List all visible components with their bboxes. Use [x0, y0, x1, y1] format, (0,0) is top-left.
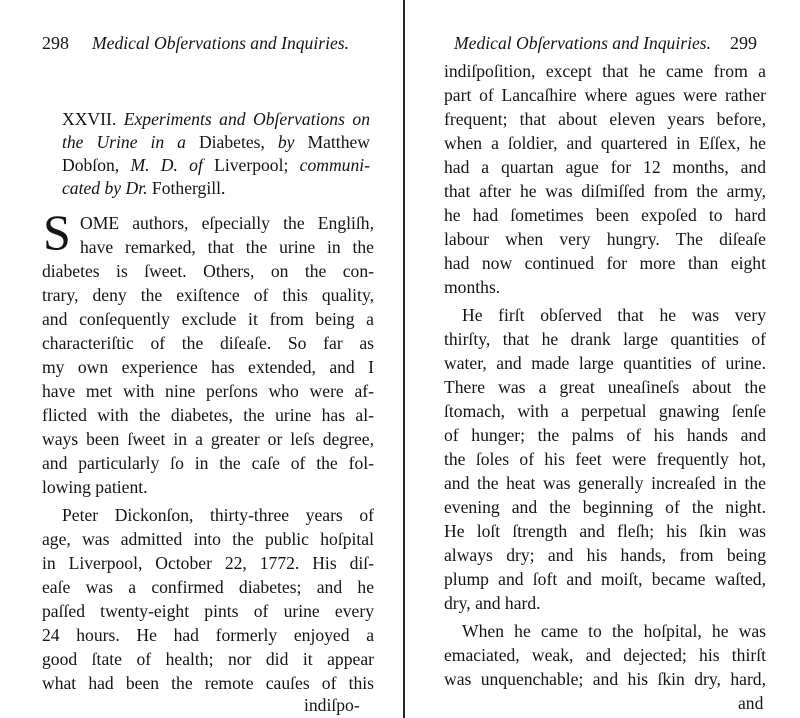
- text-line: thirſty, that he drank large quantities of: [444, 329, 766, 349]
- page-number: 298: [42, 33, 69, 53]
- text-line: eaſe was a confirmed diabetes; and he: [42, 577, 374, 597]
- text-line: characteriſtic of the diſeaſe. So far as: [42, 333, 374, 353]
- text-line: He firſt obſerved that he was very: [462, 305, 766, 325]
- text-line: months.: [444, 277, 501, 297]
- text-line: flicted with the diabetes, the urine has al-: [42, 405, 374, 425]
- catchword: indiſpo-: [304, 695, 360, 715]
- text-line: paſſed twenty-eight pints of urine every: [42, 601, 374, 621]
- text-line: had now continued for more than eight: [444, 253, 766, 273]
- right-page: [406, 0, 800, 718]
- text-line: and the heat was generally increaſed in the: [444, 473, 766, 493]
- text-line: the ſoles of his feet were frequently hot,: [444, 449, 766, 469]
- text-line: Peter Dickonſon, thirty-three years of: [62, 505, 374, 525]
- text-line: my own experience has extended, and I: [42, 357, 374, 377]
- text-line: There was a great uneaſineſs about the: [444, 377, 766, 397]
- text-line: of hunger; the palms of his hands and: [444, 425, 766, 445]
- running-head: Medical Obſervations and Inquiries.: [454, 33, 712, 53]
- text-line: evening and the beginning of the night.: [444, 497, 766, 517]
- text-line: diabetes is ſweet. Others, on the con-: [42, 261, 374, 281]
- page-number: 299: [730, 33, 757, 53]
- text-line: trary, deny the exiſtence of this quality,: [42, 285, 374, 305]
- text-line: emaciated, weak, and dejected; his thirſt: [444, 645, 766, 665]
- title-line: XXVII. Experiments and Obſervations on: [62, 109, 370, 129]
- text-line: was unquenchable; and his ſkin dry, hard,: [444, 669, 766, 689]
- text-line: 24 hours. He had formerly enjoyed a: [42, 625, 374, 645]
- gutter: [403, 0, 405, 718]
- text-line: and conſequently exclude it from being a: [42, 309, 374, 329]
- text-line: have met with nine perſons who were af-: [42, 381, 374, 401]
- text-line: when a ſoldier, and quartered in Eſſex, he: [444, 133, 766, 153]
- text-line: OME authors, eſpecially the Engliſh,: [80, 213, 374, 233]
- text-line: that after he was diſmiſſed from the army,: [444, 181, 766, 201]
- drop-cap: S: [43, 204, 71, 260]
- text-line: part of Lancaſhire where agues were rather: [444, 85, 766, 105]
- text-line: dry, and hard.: [444, 593, 541, 613]
- catchword: and: [738, 693, 764, 713]
- text-line: indiſpoſition, except that he came from a: [444, 61, 766, 81]
- running-head: Medical Obſervations and Inquiries.: [92, 33, 350, 53]
- text-line: ways been ſweet in a greater or leſs degree,: [42, 429, 374, 449]
- text-line: in Liverpool, October 22, 1772. His diſ-: [42, 553, 374, 573]
- text-line: He loſt ſtrength and fleſh; his ſkin was: [444, 521, 766, 541]
- title-line: Dobſon, M. D. of Liverpool; communi-: [62, 155, 370, 175]
- text-line: ſtomach, with a perpetual gnawing ſenſe: [444, 401, 766, 421]
- text-line: age, was admitted into the public hoſpital: [42, 529, 374, 549]
- text-line: labour when very hungry. The diſeaſe: [444, 229, 766, 249]
- text-line: When he came to the hoſpital, he was: [462, 621, 766, 641]
- text-line: water, and made large quantities of urine.: [444, 353, 766, 373]
- text-line: had a quartan ague for 12 months, and: [444, 157, 766, 177]
- text-line: always dry; and his hands, from being: [444, 545, 766, 565]
- text-line: plump and ſoft and moiſt, became waſted,: [444, 569, 766, 589]
- text-line: what had been the remote cauſes of this: [42, 673, 374, 693]
- text-line: and particularly ſo in the caſe of the fol-: [42, 453, 374, 473]
- title-line: cated by Dr. Fothergill.: [62, 178, 226, 198]
- text-line: he had ſometimes been expoſed to hard: [444, 205, 766, 225]
- text-line: frequent; that about eleven years before,: [444, 109, 766, 129]
- title-line: the Urine in a Diabetes, by Matthew: [62, 132, 371, 152]
- text-line: have remarked, that the urine in the: [80, 237, 374, 257]
- text-line: lowing patient.: [42, 477, 148, 497]
- text-line: good ſtate of health; nor did it appear: [42, 649, 374, 669]
